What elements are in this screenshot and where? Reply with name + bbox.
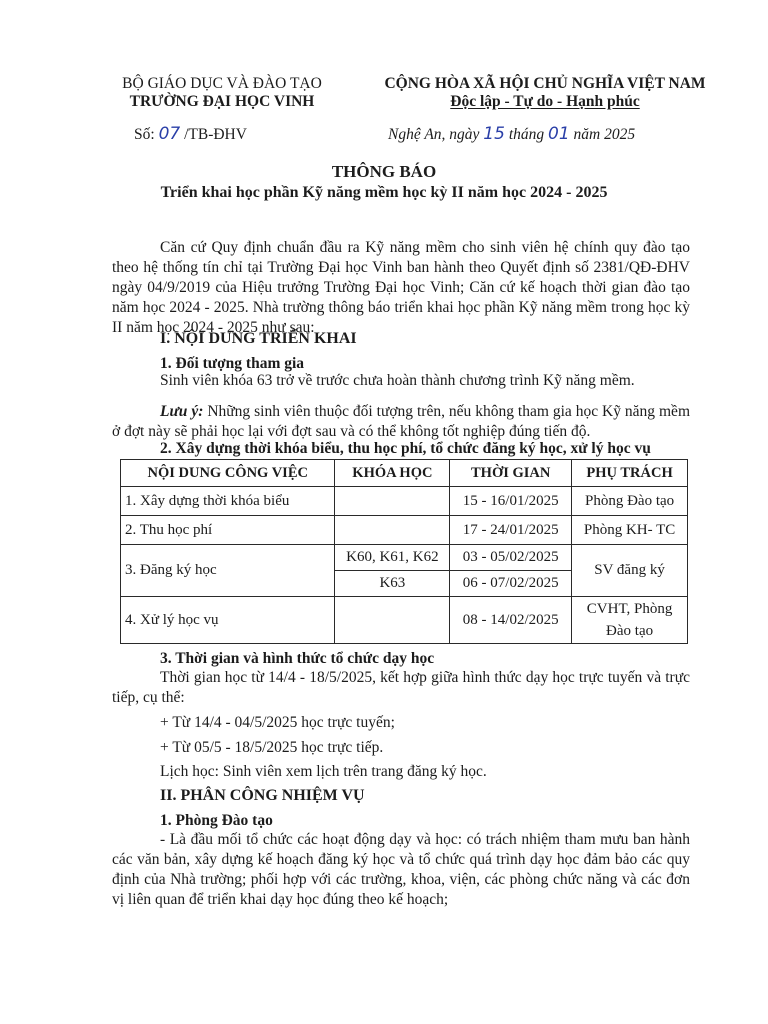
note-label: Lưu ý:	[160, 403, 204, 420]
table-header-row	[121, 460, 688, 487]
owner-line-2: Đào tạo	[606, 623, 654, 639]
table-row	[121, 516, 688, 545]
owner-cell: SV đăng ký	[572, 545, 688, 597]
table-header-task: NỘI DUNG CÔNG VIỆC	[121, 460, 335, 487]
document-date	[388, 124, 635, 144]
course-cell	[335, 487, 450, 516]
time-cell: 08 - 14/02/2025	[450, 597, 572, 644]
table-row	[121, 487, 688, 516]
section1-sub3-text: Thời gian học từ 14/4 - 18/5/2025, kết hợp giữa hình thức dạy học trực tuyến và trực tiếp, cụ thể:	[112, 669, 690, 706]
number-suffix: /TB-ĐHV	[184, 126, 247, 143]
section2-heading: II. PHÂN CÔNG NHIỆM VỤ	[160, 787, 365, 804]
section1-sub1-heading: 1. Đối tượng tham gia	[160, 355, 305, 372]
owner-cell	[572, 597, 688, 644]
table-header-time: THỜI GIAN	[450, 460, 572, 487]
document-subtitle: Triển khai học phần Kỹ năng mềm học kỳ II năm học 2024 - 2025	[160, 184, 608, 201]
table-header-owner: PHỤ TRÁCH	[572, 460, 688, 487]
section1-sub2-heading: 2. Xây dựng thời khóa biểu, thu học phí, tổ chức đăng ký học, xử lý học vụ	[160, 440, 651, 457]
date-month: 01	[548, 124, 570, 144]
section1-sub3-heading: 3. Thời gian và hình thức tổ chức dạy học	[160, 650, 435, 667]
task-cell: 1. Xây dựng thời khóa biểu	[121, 487, 335, 516]
section2-sub1-heading: 1. Phòng Đào tạo	[160, 812, 273, 829]
document-title: THÔNG BÁO	[331, 162, 437, 181]
national-motto: Độc lập - Tự do - Hạnh phúc	[450, 93, 640, 110]
course-cell	[335, 597, 450, 644]
task-cell: 4. Xử lý học vụ	[121, 597, 335, 644]
republic-name: CỘNG HÒA XÃ HỘI CHỦ NGHĨA VIỆT NAM	[384, 75, 706, 92]
table-row	[121, 545, 688, 571]
course-cell: K63	[335, 571, 450, 597]
task-cell: 2. Thu học phí	[121, 516, 335, 545]
header-right	[335, 75, 755, 111]
intro-paragraph: Căn cứ Quy định chuẩn đầu ra Kỹ năng mềm cho sinh viên hệ chính quy đào tạo theo hệ thống tín chỉ tại Trường Đại học Vinh ban hành theo Quyết định số 2381/QĐ-ĐHV ngày 04/9/2019 của Hiệu trưởng Trường Đại học Vinh; Căn cứ kế hoạch thời gian đào tạo năm học 2024 - 2025. Nhà trường thông báo triển khai học phần Kỹ năng mềm trong học kỳ II năm học 2024 - 2025 như sau:	[112, 239, 690, 336]
owner-cell: Phòng Đào tạo	[572, 487, 688, 516]
university-name: TRƯỜNG ĐẠI HỌC VINH	[129, 93, 315, 110]
document-number	[134, 124, 247, 144]
date-year: năm 2025	[573, 126, 636, 143]
date-month-label: tháng	[508, 126, 545, 143]
date-day: 15	[483, 124, 505, 144]
number-label: Số:	[134, 126, 155, 143]
header-left	[72, 75, 372, 111]
task-cell: 3. Đăng ký học	[121, 545, 335, 597]
date-prefix: Nghệ An, ngày	[388, 126, 480, 143]
owner-cell: Phòng KH- TC	[572, 516, 688, 545]
note-text: Những sinh viên thuộc đối tượng trên, nếu không tham gia học Kỹ năng mềm ở đợt này sẽ phải học lại với đợt sau và có thể không tốt nghiệp đúng tiến độ.	[112, 403, 690, 440]
sub3-item-2: + Từ 05/5 - 18/5/2025 học trực tiếp.	[160, 739, 384, 756]
sub3-item-1: + Từ 14/4 - 04/5/2025 học trực tuyến;	[160, 714, 395, 731]
number-value: 07	[158, 124, 181, 144]
time-cell: 06 - 07/02/2025	[450, 571, 572, 597]
course-cell: K60, K61, K62	[335, 545, 450, 571]
section2-sub1-text: - Là đầu mối tổ chức các hoạt động dạy và học: có trách nhiệm tham mưu ban hành các văn bản, xây dựng kế hoạch đăng ký học và tổ chức quá trình dạy học đảm bảo các quy định của Nhà trường; phối hợp với các trường, khoa, viện, các phòng chức năng và các đơn vị liên quan để triển khai dạy học đúng theo kế hoạch;	[112, 831, 690, 908]
owner-line-1: CVHT, Phòng	[586, 601, 673, 617]
table-header-course: KHÓA HỌC	[335, 460, 450, 487]
schedule-note: Lịch học: Sinh viên xem lịch trên trang đăng ký học.	[160, 763, 487, 780]
plan-table	[120, 459, 688, 644]
time-cell: 17 - 24/01/2025	[450, 516, 572, 545]
time-cell: 15 - 16/01/2025	[450, 487, 572, 516]
table-row	[121, 597, 688, 644]
time-cell: 03 - 05/02/2025	[450, 545, 572, 571]
section1-sub1-text: Sinh viên khóa 63 trở về trước chưa hoàn thành chương trình Kỹ năng mềm.	[160, 372, 635, 389]
course-cell	[335, 516, 450, 545]
note-paragraph	[112, 402, 690, 442]
ministry-name: BỘ GIÁO DỤC VÀ ĐÀO TẠO	[122, 75, 322, 92]
section1-heading: I. NỘI DUNG TRIỂN KHAI	[160, 330, 357, 347]
